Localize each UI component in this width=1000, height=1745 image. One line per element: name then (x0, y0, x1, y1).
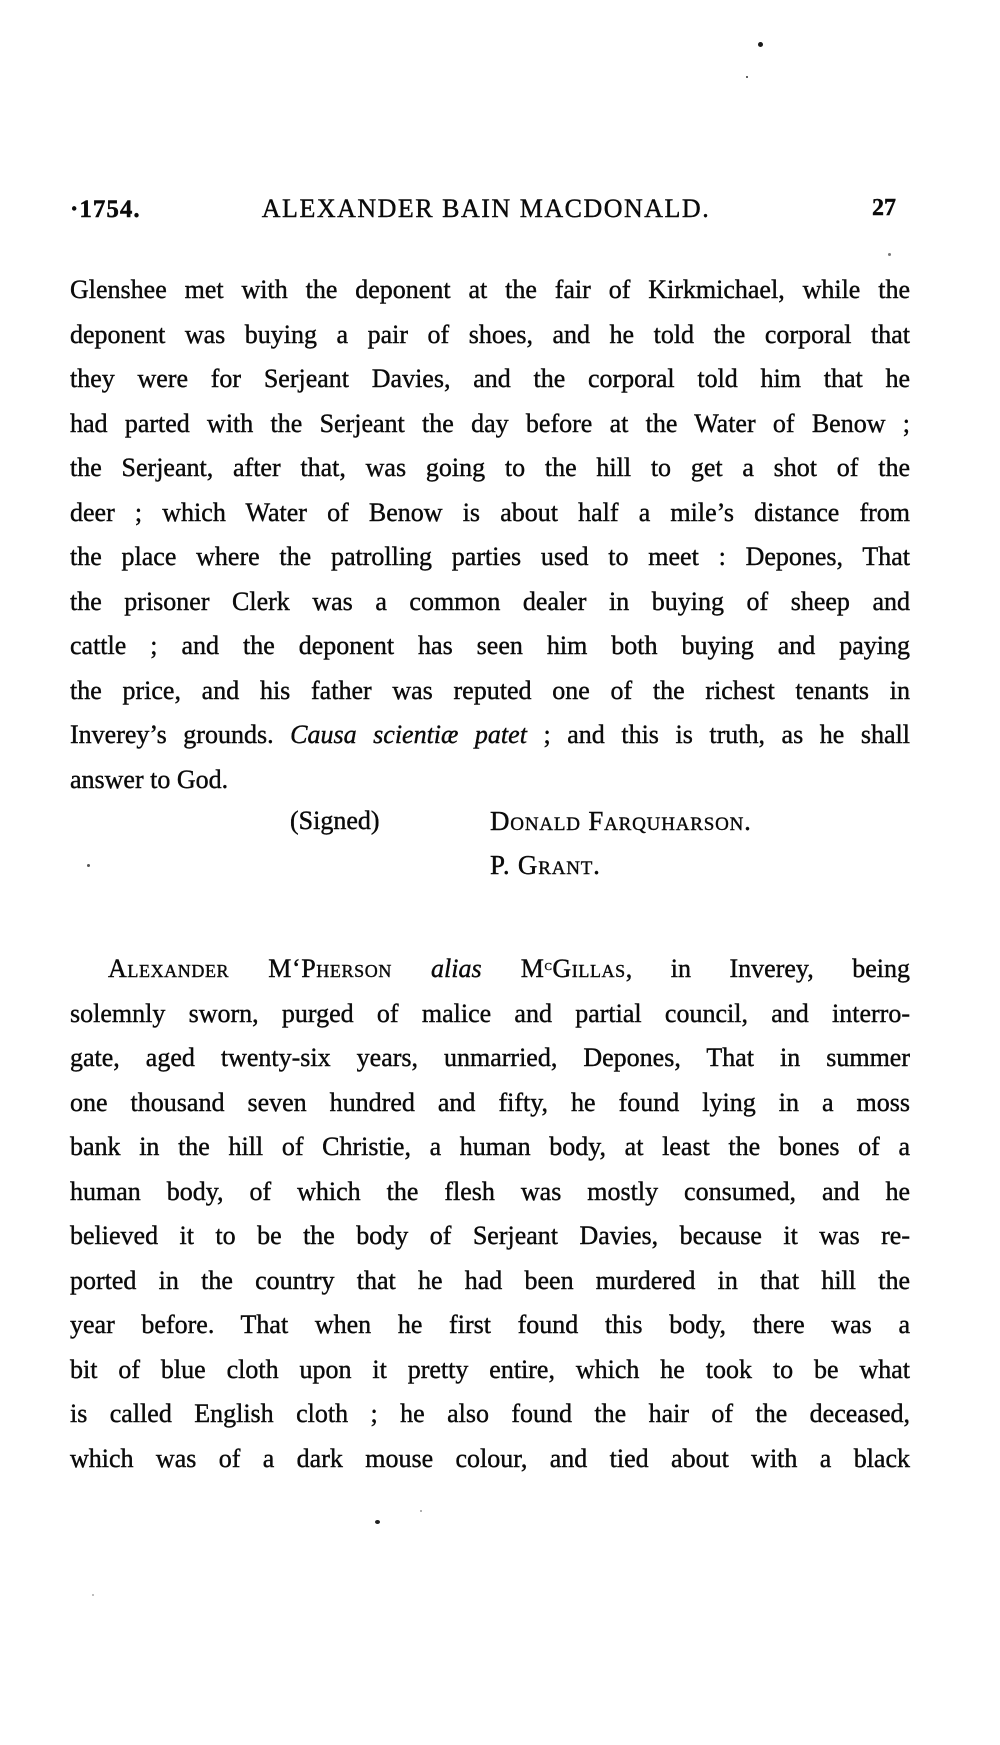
scan-speck (375, 1520, 380, 1524)
text-segment: c (544, 957, 553, 974)
text-line (70, 1437, 910, 1482)
text-segment: , in Inverey, being (625, 954, 910, 983)
text-segment: M (481, 954, 545, 983)
signature-block (70, 806, 910, 894)
text-segment: cattle ; and the deponent has seen him both buying and paying (70, 631, 910, 660)
page-number: 27 (872, 195, 896, 221)
text-line (70, 1214, 910, 1259)
text-segment: solemnly sworn, purged of malice and partial council, and interro- (70, 998, 910, 1028)
text-line (70, 535, 910, 580)
text-segment: ; and this is truth, as he shall (526, 720, 910, 749)
text-line (70, 1036, 910, 1081)
page-header (70, 194, 902, 228)
text-segment: the Serjeant, after that, was going to the hill to get a shot of the (70, 453, 910, 482)
text-segment: Gillas (552, 954, 626, 983)
paragraph-mcpherson-deposition (70, 944, 910, 1481)
text-segment: the place where the patrolling parties used to meet : Depones, That (70, 542, 910, 571)
paragraph-deposition-end (70, 268, 910, 802)
text-segment: had parted with the Serjeant the day before at the Water of Benow ; (70, 408, 910, 438)
text-segment: answer to God. (70, 764, 229, 794)
text-line (70, 1303, 910, 1348)
text-line (70, 1125, 910, 1170)
text-line (70, 580, 910, 625)
text-segment: the price, and his father was reputed one of the richest tenants in (70, 675, 910, 705)
text-segment: year before. That when he first found this body, there was a (70, 1310, 910, 1339)
text-line (70, 758, 910, 803)
signature-row (70, 850, 910, 894)
text-segment: believed it to be the body of Serjeant Davies, because it was re- (70, 1221, 910, 1250)
year-label: ·1754. (70, 196, 141, 223)
text-segment: deer ; which Water of Benow is about half a mile’s distance from (70, 497, 910, 527)
running-title: ALEXANDER BAIN MACDONALD. (261, 194, 711, 223)
text-line (70, 944, 910, 992)
text-segment: they were for Serjeant Davies, and the corporal told him that he (70, 364, 910, 393)
signed-label: (Signed) (290, 806, 380, 835)
scan-speck (746, 76, 748, 78)
text-segment: ported in the country that he had been murdered in that hill the (70, 1265, 910, 1295)
text-line (70, 446, 910, 491)
text-line (70, 624, 910, 669)
scan-speck (758, 42, 763, 47)
text-line (70, 268, 910, 313)
signature-name: Donald Farquharson. (490, 806, 752, 836)
text-segment: bit of blue cloth upon it pretty entire, which he took to be what (70, 1354, 910, 1384)
text-segment: one thousand seven hundred and fifty, he found lying in a moss (70, 1087, 910, 1117)
text-segment: Alexander M‘Pherson (108, 954, 432, 983)
text-segment: gate, aged twenty-six years, unmarried, Depones, That in summer (70, 1043, 910, 1072)
scan-speck (87, 864, 90, 867)
text-segment: Inverey’s grounds. (70, 720, 291, 749)
scan-speck (888, 253, 891, 256)
text-segment: the prisoner Clerk was a common dealer in buying of sheep and (70, 586, 910, 616)
text-line (70, 1348, 910, 1393)
text-line (70, 992, 910, 1037)
signature-name: P. Grant. (490, 850, 601, 880)
text-segment: bank in the hill of Christie, a human body, at least the bones of a (70, 1132, 910, 1161)
text-line (70, 713, 910, 758)
text-line (70, 402, 910, 447)
scan-speck (92, 1594, 94, 1596)
scan-speck (420, 1510, 422, 1512)
text-line (70, 1392, 910, 1437)
text-segment: Causa scientiæ patet (290, 720, 527, 749)
text-segment: Glenshee met with the deponent at the fair of Kirkmichael, while the (70, 275, 910, 304)
text-line (70, 357, 910, 402)
text-line (70, 313, 910, 358)
text-line (70, 1081, 910, 1126)
text-line (70, 1259, 910, 1304)
text-line (70, 1170, 910, 1215)
text-segment: which was of a dark mouse colour, and tied about with a black (70, 1443, 910, 1473)
text-segment: human body, of which the flesh was mostly consumed, and he (70, 1176, 910, 1206)
text-segment: deponent was buying a pair of shoes, and he told the corporal that (70, 319, 910, 349)
text-segment: is called English cloth ; he also found the hair of the deceased, (70, 1399, 910, 1428)
text-line (70, 491, 910, 536)
signature-row (70, 806, 910, 850)
text-line (70, 669, 910, 714)
text-segment: alias (431, 954, 482, 983)
